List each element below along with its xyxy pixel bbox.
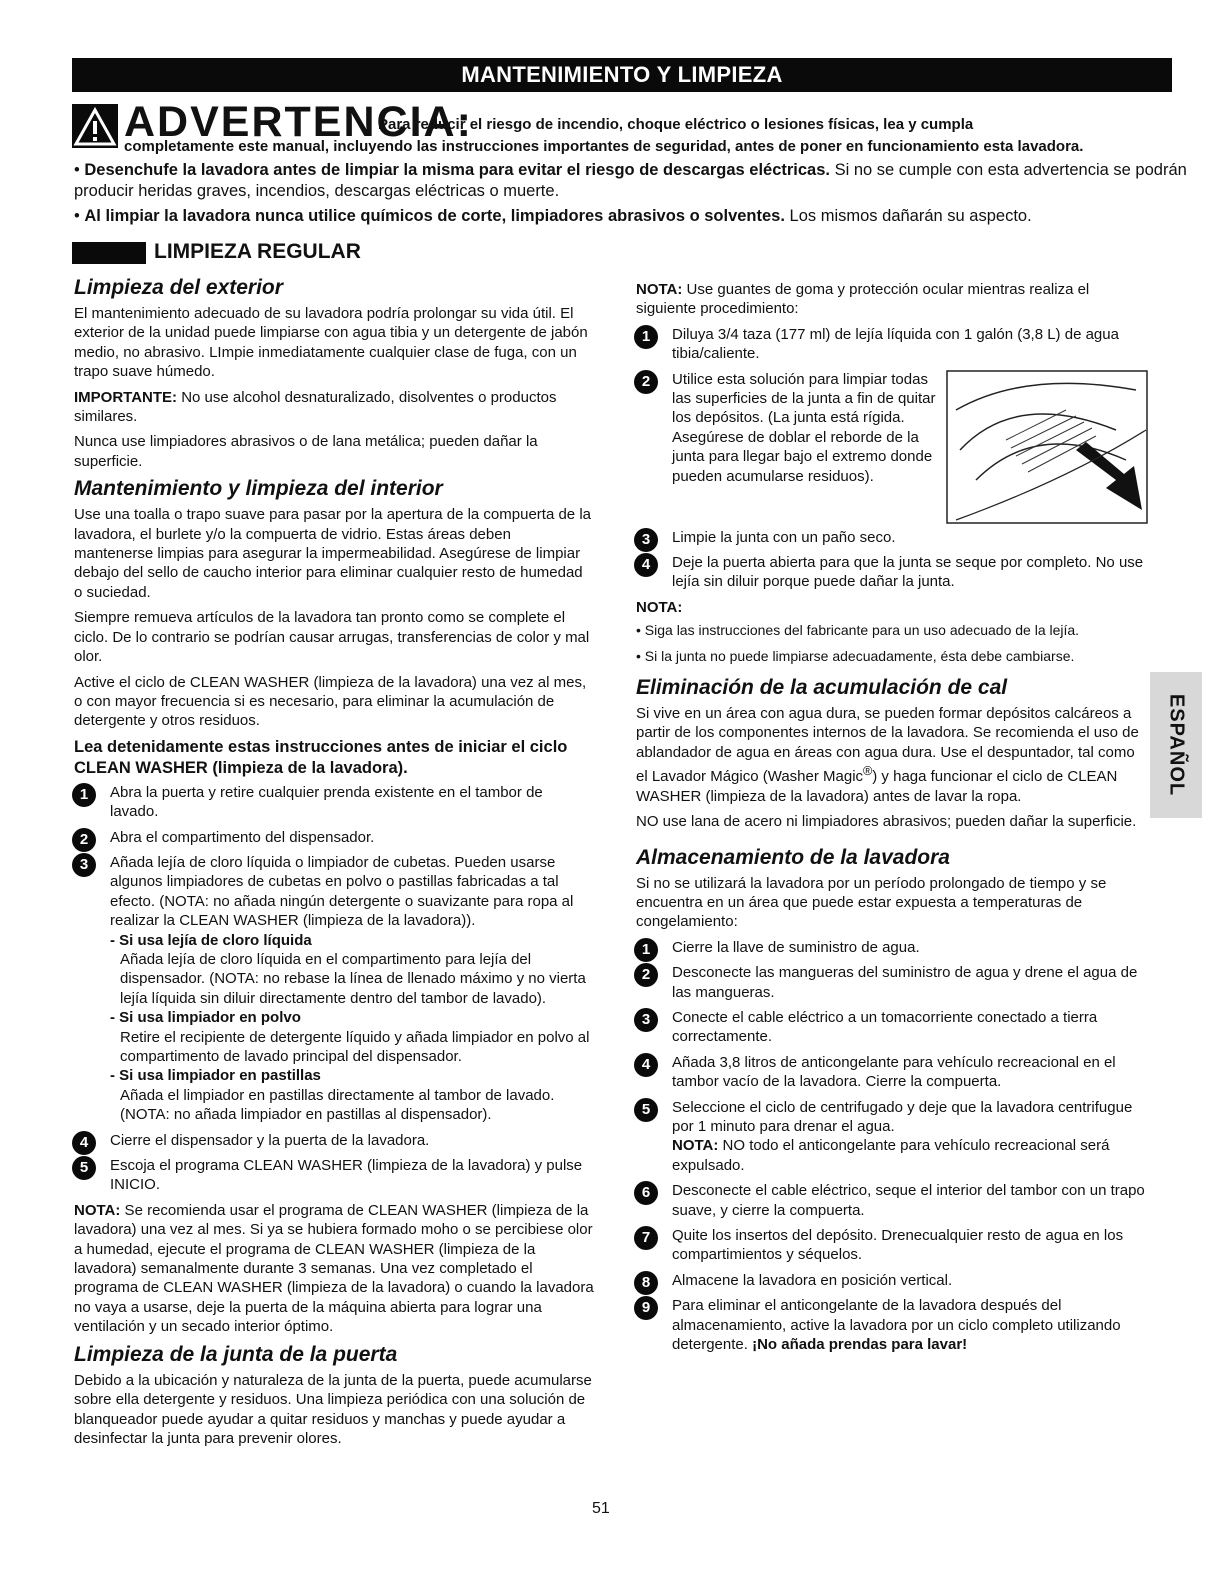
limescale-text-2: NO use lana de acero ni limpiadores abrasivos; pueden dañar la superficie. bbox=[636, 813, 1137, 831]
sub-tablet-text: Añada el limpiador en pastillas directamente al tambor de lavado. (NOTA: no añada limpiador en pastillas al dispensador). bbox=[120, 1086, 555, 1124]
storage-step-4: 4 Añada 3,8 litros de anticongelante para vehículo recreacional en el tambor vacío de la lavadora. Cierre la compuerta. bbox=[636, 1053, 1148, 1092]
page-number: 51 bbox=[592, 1500, 610, 1517]
step-number: 4 bbox=[72, 1131, 96, 1155]
clean-note: NOTA: Se recomienda usar el programa de CLEAN WASHER (limpieza de la lavadora) una vez al mes. Si ya se hubiera formado moho o se percibiese olor a humedad, ejecute el programa de CLEAN WASHER (limpieza de la lavadora) semanalmente durante 3 semanas. Una vez completado el programa de CLEAN WASHER (limpieza de la lavadora) o cuando la lavadora no vaya a usarse, deje la puerta de la máquina abierta para lograr una ventilación y un secado interior óptimo. bbox=[74, 1201, 594, 1336]
storage-step-8: 8 Almacene la lavadora en posición vertical. bbox=[636, 1271, 1148, 1290]
step-number: 2 bbox=[634, 963, 658, 987]
interior-text-1: Use una toalla o trapo suave para pasar por la apertura de la compuerta de la lavadora, el burlete y/o la compuerta de vidrio. Estas áreas deben mantenerse limpias para asegurar la impermeabilidad. Asegúrese de limpiar debajo del sello de caucho interior para eliminar cualquier resto de humedad o suciedad. bbox=[74, 506, 591, 601]
gasket-step-3: 3 Limpie la junta con un paño seco. bbox=[636, 528, 1148, 547]
storage-step-1: 1 Cierre la llave de suministro de agua. bbox=[636, 938, 1148, 957]
step-number: 2 bbox=[634, 370, 658, 394]
step-number: 9 bbox=[634, 1296, 658, 1320]
sub-powder-heading: - Si usa limpiador en polvo bbox=[110, 1009, 301, 1027]
interior-text-2: Siempre remueva artículos de la lavadora tan pronto como se complete el ciclo. De lo contrario se podrían causar arrugas, transferencias de color y mal olor. bbox=[74, 609, 590, 666]
exterior-heading: Limpieza del exterior bbox=[74, 276, 283, 299]
gasket-step-2: 2 Utilice esta solución para limpiar todas las superficies de la junta a fin de quitar los depósitos. (La junta está rígida. Asegúrese de doblar el reborde de la junta para llegar bajo el extremo donde pueden acumularse residuos). bbox=[636, 370, 1148, 486]
step-number: 7 bbox=[634, 1226, 658, 1250]
storage-step-5: 5 Seleccione el ciclo de centrifugado y deje que la lavadora centrifugue por 1 minuto para drenar el agua. NOTA: NO todo el anticongelante para vehículo recreacional será expulsado. bbox=[636, 1098, 1148, 1176]
exterior-warning-text: Nunca use limpiadores abrasivos o de lana metálica; pueden dañar la superficie. bbox=[74, 433, 538, 470]
bleach-note-item: • Si la junta no puede limpiarse adecuadamente, ésta debe cambiarse. bbox=[636, 647, 1075, 664]
read-instructions: Lea detenidamente estas instrucciones antes de iniciar el ciclo CLEAN WASHER (limpieza de la lavadora). bbox=[74, 737, 568, 777]
storage-step-2: 2 Desconecte las mangueras del suministro de agua y drene el agua de las mangueras. bbox=[636, 963, 1148, 1002]
limescale-heading: Eliminación de la acumulación de cal bbox=[636, 676, 1008, 700]
sub-tablet-heading: - Si usa limpiador en pastillas bbox=[110, 1067, 321, 1085]
step-number: 5 bbox=[72, 1156, 96, 1180]
door-gasket-illustration bbox=[946, 370, 1148, 524]
exterior-text: El mantenimiento adecuado de su lavadora podría prolongar su vida útil. El exterior de la unidad puede limpiarse con agua tibia y un detergente de jabón medio, no abrasivo. LImpie inmediatamente cualquier clase de fuga, con un trapo suave húmedo. bbox=[74, 305, 588, 381]
step-number: 1 bbox=[634, 325, 658, 349]
step-number: 6 bbox=[634, 1181, 658, 1205]
step-number: 3 bbox=[72, 853, 96, 877]
storage-step-5-note: NOTA: NO todo el anticongelante para vehículo recreacional será expulsado. bbox=[672, 1137, 1110, 1174]
storage-step-9: 9 Para eliminar el anticongelante de la lavadora después del almacenamiento, active la lavadora por un ciclo completo utilizando detergente. ¡No añada prendas para lavar! bbox=[636, 1296, 1148, 1354]
warning-lead: Para reducir el riesgo de incendio, choque eléctrico o lesiones físicas, lea y cumpla bbox=[378, 116, 974, 133]
step-number: 4 bbox=[634, 1053, 658, 1077]
storage-step-6: 6 Desconecte el cable eléctrico, seque el interior del tambor con un trapo suave, y cierre la compuerta. bbox=[636, 1181, 1148, 1220]
warning-title: ADVERTENCIA: bbox=[124, 98, 473, 146]
storage-heading: Almacenamiento de la lavadora bbox=[636, 845, 950, 869]
step-number: 5 bbox=[634, 1098, 658, 1122]
clean-step-4: 4 Cierre el dispensador y la puerta de la lavadora. bbox=[74, 1131, 594, 1150]
gloves-note: NOTA: Use guantes de goma y protección ocular mientras realiza el siguiente procedimiento: bbox=[636, 281, 1090, 318]
warning-continuation: completamente este manual, incluyendo las instrucciones importantes de seguridad, antes de poner en funcionamiento esta lavadora. bbox=[124, 138, 1084, 155]
bleach-note-label: NOTA: bbox=[636, 598, 683, 616]
exterior-important: IMPORTANTE: No use alcohol desnaturalizado, disolventes o productos similares. bbox=[74, 388, 557, 426]
step-number: 1 bbox=[634, 938, 658, 962]
interior-text-3: Active el ciclo de CLEAN WASHER (limpieza de la lavadora) una vez al mes, o con mayor frecuencia si es necesario, para eliminar la acumulación de detergente y otros residuos. bbox=[74, 673, 587, 730]
gasket-step-1: 1 Diluya 3/4 taza (177 ml) de lejía líquida con 1 galón (3,8 L) de agua tibia/caliente. bbox=[636, 325, 1148, 364]
clean-step-3: 3 Añada lejía de cloro líquida o limpiador de cubetas. Pueden usarse algunos limpiadores de cubetas en polvo o pastillas fabricadas a tal efecto. (NOTA: no añada ningún detergente o suavizante para ropa al realizar la CLEAN WASHER (limpieza de la lavadora)). - Si usa lejía de cloro líquida Añada lejía de cloro líquida en el compartimento para lejía del dispensador. (NOTA: no rebase la línea de llenado máximo y no vierta lejía líquida sin diluir directamente dentro del tambor de lavado). - Si usa limpiador en polvo Retire el recipiente de detergente líquido y añada limpiador en polvo al compartimento de lavado principal del dispensador. - Si usa limpiador en pastillas Añada el limpiador en pastillas directamente al tambor de lavado. (NOTA: no añada limpiador en pastillas al dispensador). bbox=[74, 853, 594, 1125]
warning-bullet-chemicals: • Al limpiar la lavadora nunca utilice químicos de corte, limpiadores abrasivos o solventes. Los mismos dañarán su aspecto. bbox=[74, 207, 1032, 225]
section-marker bbox=[72, 242, 146, 264]
storage-step-7: 7 Quite los insertos del depósito. Drenecualquier resto de agua en los compartimientos y séquelos. bbox=[636, 1226, 1148, 1265]
step-number: 4 bbox=[634, 553, 658, 577]
step-number: 1 bbox=[72, 783, 96, 807]
warning-bullet-unplug: • Desenchufe la lavadora antes de limpiar la misma para evitar el riesgo de descargas eléctricas. Si no se cumple con esta advertencia se podrán producir heridas graves, incendios, descargas eléctricas o muerte. bbox=[74, 161, 1187, 200]
storage-intro: Si no se utilizará la lavadora por un período prolongado de tiempo y se encuentra en un área que puede estar expuesta a temperaturas de congelamiento: bbox=[636, 874, 1107, 931]
step-number: 3 bbox=[634, 528, 658, 552]
sub-liquid-bleach-text: Añada lejía de cloro líquida en el compartimento para lejía del dispensador. (NOTA: no rebase la línea de llenado máximo y no vierta lejía líquida sin diluir directamente dentro del tambor de lavado). bbox=[120, 950, 586, 1007]
step-number: 8 bbox=[634, 1271, 658, 1295]
clean-step-1: 1 Abra la puerta y retire cualquier prenda existente en el tambor de lavado. bbox=[74, 783, 594, 822]
interior-heading: Mantenimiento y limpieza del interior bbox=[74, 477, 443, 501]
bleach-note-item: • Siga las instrucciones del fabricante para un uso adecuado de la lejía. bbox=[636, 622, 1080, 639]
section-title: LIMPIEZA REGULAR bbox=[154, 240, 361, 263]
step-number: 2 bbox=[72, 828, 96, 852]
left-column bbox=[74, 276, 594, 1454]
limescale-text-1: Si vive en un área con agua dura, se pueden formar depósitos calcáreos a partir de los componentes internos de la lavadora. Se recomienda el uso de ablandador de agua en áreas con agua dura. Use el despuntador, tal como el Lavador Mágico (Washer Magic®) y haga funcionar el ciclo de CLEAN WASHER (limpieza de la lavadora) antes de lavar la ropa. bbox=[636, 705, 1139, 805]
clean-step-5: 5 Escoja el programa CLEAN WASHER (limpieza de la lavadora) y pulse INICIO. bbox=[74, 1156, 594, 1195]
clean-step-2: 2 Abra el compartimento del dispensador. bbox=[74, 828, 594, 847]
section-banner: MANTENIMIENTO Y LIMPIEZA bbox=[72, 58, 1172, 92]
gasket-step-4: 4 Deje la puerta abierta para que la junta se seque por completo. No use lejía sin diluir porque puede dañar la junta. bbox=[636, 553, 1148, 592]
sub-powder-text: Retire el recipiente de detergente líquido y añada limpiador en polvo al compartimento de lavado principal del dispensador. bbox=[120, 1028, 590, 1065]
sub-liquid-bleach-heading: - Si usa lejía de cloro líquida bbox=[110, 931, 312, 949]
step-number: 3 bbox=[634, 1008, 658, 1032]
storage-step-3: 3 Conecte el cable eléctrico a un tomacorriente conectado a tierra correctamente. bbox=[636, 1008, 1148, 1047]
language-tab: ESPAÑOL bbox=[1150, 672, 1202, 818]
warning-icon bbox=[72, 104, 118, 148]
bleach-note-list bbox=[636, 621, 1148, 666]
gasket-text: Debido a la ubicación y naturaleza de la junta de la puerta, puede acumularse sobre ella detergente y residuos. Una limpieza periódica con una solución de blanqueador puede ayudar a quitar residuos y manchas y puede ayudar a desinfectar la junta para prevenir olores. bbox=[74, 1371, 592, 1447]
gasket-heading: Limpieza de la junta de la puerta bbox=[74, 1342, 398, 1366]
right-column bbox=[636, 280, 1148, 1360]
